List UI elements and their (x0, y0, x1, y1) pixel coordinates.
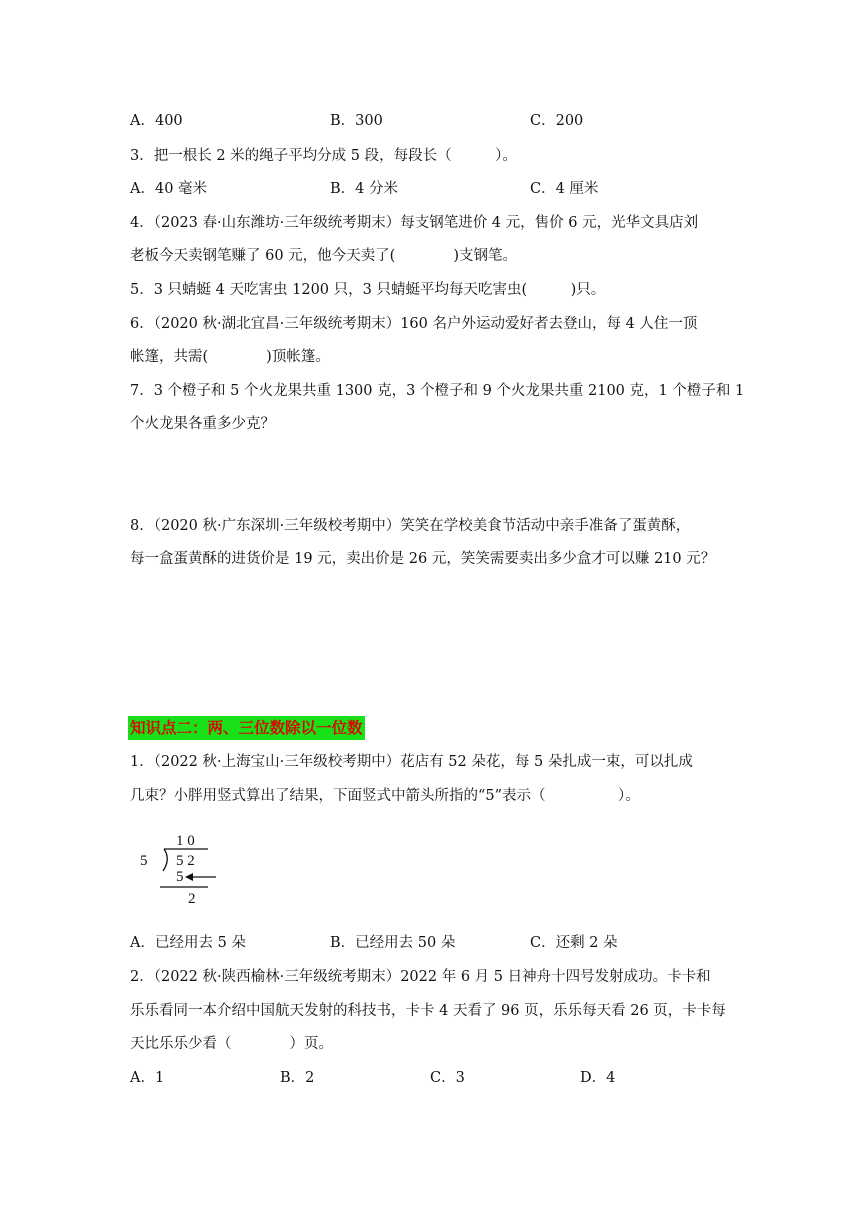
q7-line1: 7．3 个橙子和 5 个火龙果共重 1300 克，3 个橙子和 9 个火龙果共重 2100 克，1 个橙子和 1 (130, 383, 745, 399)
division-product: 5 (176, 869, 184, 885)
s2q2-line1: 2．（2022 秋·陕西榆林·三年级统考期末）2022 年 6 月 5 日神舟十四号发射成功。卡卡和 (130, 969, 711, 985)
q6-line2: 帐篷，共需( )顶帐篷。 (130, 349, 330, 365)
division-dividend: 5 2 (176, 853, 195, 869)
s2q1-line1: 1．（2022 秋·上海宝山·三年级校考期中）花店有 52 朵花，每 5 朵扎成一束，可以扎成 (130, 754, 693, 770)
q3-option-a: A．40 毫米 (130, 181, 208, 197)
s2q2-line2: 乐乐看同一本介绍中国航天发射的科技书，卡卡 4 天看了 96 页，乐乐每天看 26 页，卡卡每 (130, 1003, 726, 1019)
q5-text: 5．3 只蜻蜓 4 天吃害虫 1200 只，3 只蜻蜓平均每天吃害虫( )只。 (130, 282, 606, 298)
arrow-icon (185, 873, 193, 881)
q3-option-b: B．4 分米 (330, 181, 398, 197)
s2q2-option-a: A．1 (130, 1070, 165, 1086)
q2-option-a: A．400 (130, 113, 183, 129)
division-remainder: 2 (188, 891, 196, 907)
q4-line2: 老板今天卖钢笔赚了 60 元，他今天卖了( )支钢笔。 (130, 248, 517, 264)
s2q2-option-b: B．2 (280, 1070, 315, 1086)
s2q2-option-c: C．3 (430, 1070, 465, 1086)
s2q2-option-d: D．4 (580, 1070, 616, 1086)
q2-option-b: B．300 (330, 113, 383, 129)
q2-option-c: C．200 (530, 113, 584, 129)
division-quotient: 1 0 (176, 833, 195, 849)
q8-line1: 8．（2020 秋·广东深圳·三年级校考期中）笑笑在学校美食节活动中亲手准备了蛋黄酥， (130, 518, 691, 534)
s2q1-line2: 几束？小胖用竖式算出了结果，下面竖式中箭头所指的“5”表示（ ）。 (130, 788, 640, 804)
division-divisor: 5 (140, 853, 148, 869)
s2q2-line3: 天比乐乐少看（ ）页。 (130, 1036, 333, 1052)
s2q1-option-c: C．还剩 2 朵 (530, 935, 618, 951)
long-division-figure (138, 828, 228, 908)
q6-line1: 6．（2020 秋·湖北宜昌·三年级统考期末）160 名户外运动爱好者去登山，每 4 人住一顶 (130, 316, 698, 332)
s2q1-option-b: B．已经用去 50 朵 (330, 935, 456, 951)
q3-text: 3．把一根长 2 米的绳子平均分成 5 段，每段长（ ）。 (130, 148, 517, 164)
q7-line2: 个火龙果各重多少克？ (130, 416, 275, 432)
division-bracket (163, 849, 167, 871)
q4-line1: 4．（2023 春·山东潍坊·三年级统考期末）每支钢笔进价 4 元，售价 6 元，光华文具店刘 (130, 215, 699, 231)
q8-line2: 每一盒蛋黄酥的进货价是 19 元，卖出价是 26 元，笑笑需要卖出多少盒才可以赚 210 元？ (130, 551, 716, 567)
s2q1-option-a: A．已经用去 5 朵 (130, 935, 246, 951)
section-heading: 知识点二：两、三位数除以一位数 (128, 716, 365, 740)
q3-option-c: C．4 厘米 (530, 181, 599, 197)
